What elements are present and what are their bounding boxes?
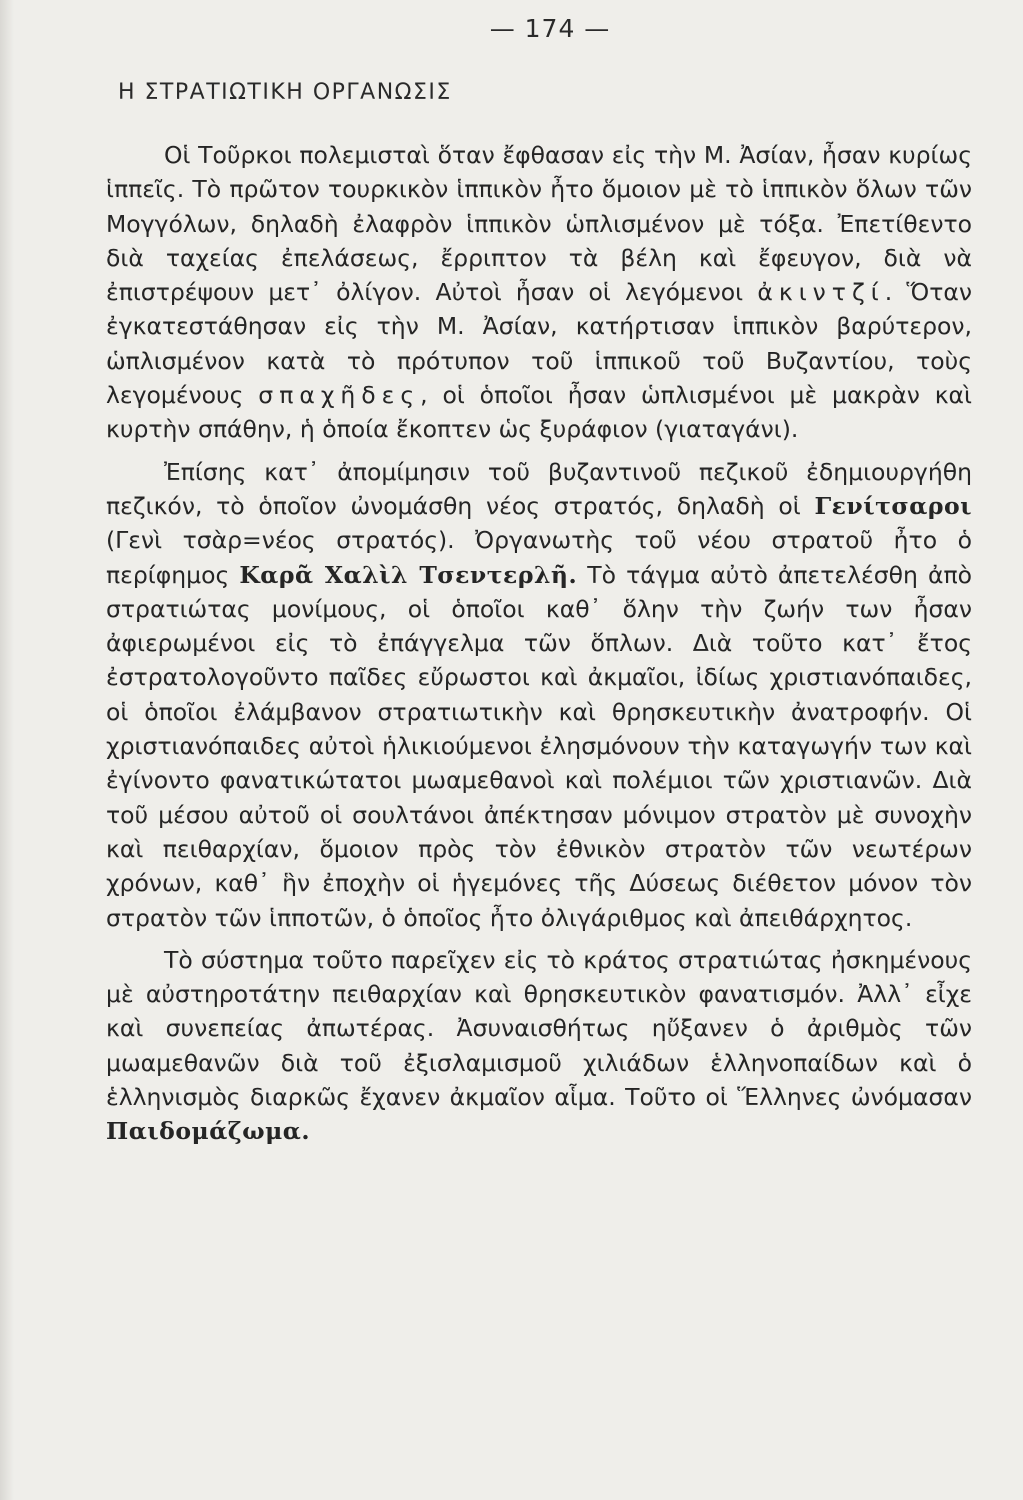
term-kara-chalil: Καρᾶ Χαλὶλ Τσεντερλῆ. [239,560,578,589]
term-akintzi: ἀκιντζί [757,278,885,307]
paragraph-2-text-c: Τὸ τάγμα αὐτὸ ἀπετελέσθη ἀπὸ στρατιώτας μονίμους, οἱ ὁποῖοι καθ᾽ ὅλην τὴν ζωήν των ἦσαν ἀφιερωμένοι εἰς τὸ ἐπάγγελμα τῶν ὅπλων. Διὰ τοῦτο κατ᾽ ἔτος ἐστρατολογοῦντο παῖδες εὔρωστοι καὶ ἀκμαῖοι, ἰδίως χριστιανόπαιδες, οἱ ὁποῖοι ἐλάμβανον στρατιωτικὴν καὶ θρησκευτικὴν ἀνατροφήν. Οἱ χριστιανόπαιδες αὐτοὶ ἡλικιούμενοι ἐλησμόνουν τὴν καταγωγήν των καὶ ἐγίνοντο φανατικώτατοι μωαμεθανοὶ καὶ πολέμιοι τῶν χριστιανῶν. Διὰ τοῦ μέσου αὐτοῦ οἱ σουλτάνοι ἀπέκτησαν μόνιμον στρατὸν μὲ συνοχὴν καὶ πειθαρχίαν, ὅμοιον πρὸς τὸν ἐθνικὸν στρατὸν τῶν νεωτέρων χρόνων, καθ᾽ ἣν ἐποχὴν οἱ ἡγεμόνες τῆς Δύσεως διέθετον μόνον τὸν στρατὸν τῶν ἱπποτῶν, ὁ ὁποῖος ἦτο ὀλιγάριθμος καὶ ἀπειθάρχητος. [106,560,972,932]
paragraph-3-text-a: Τὸ σύστημα τοῦτο παρεῖχεν εἰς τὸ κράτος στρατιώτας ἠσκημένους μὲ αὐστηροτάτην πειθαρχίαν καὶ θρησκευτικὸν φανατισμόν. Ἀλλ᾽ εἶχε καὶ συνεπείας ἀπωτέρας. Ἀσυναισθήτως ηὔξανεν ὁ ἀριθμὸς τῶν μωαμεθανῶν διὰ τοῦ ἐξισλαμισμοῦ χιλιάδων ἑλληνοπαίδων καὶ ὁ ἑλληνισμὸς διαρκῶς ἔχανεν ἀκμαῖον αἷμα. Τοῦτο οἱ Ἕλληνες ὠνόμασαν [106,945,972,1112]
term-spachides: σπαχῆδες [258,381,421,410]
paragraph-1-text-b: . Ὅταν ἐγκατεστάθησαν εἰς τὴν Μ. Ἀσίαν, κατήρτισαν ἱππικὸν βαρύτερον, ὡπλισμένον κατὰ τὸ πρότυπον τοῦ ἱππικοῦ τοῦ Βυζαντίου, τοὺς λεγομένους [106,278,972,410]
term-genitsaroi: Γενίτσαροι [814,491,972,520]
term-paidomazoma: Παιδομάζωμα. [106,1117,311,1146]
paragraph-2 [106,455,972,935]
paragraph-1-text-a: Οἱ Τοῦρκοι πολεμισταὶ ὅταν ἔφθασαν εἰς τὴν Μ. Ἀσίαν, ἦσαν κυρίως ἱππεῖς. Τὸ πρῶτον τουρκικὸν ἱππικὸν ἦτο ὅμοιον μὲ τὸ ἱππικὸν ὅλων τῶν Μογγόλων, δηλαδὴ ἐλαφρὸν ἱππικὸν ὡπλισμένον μὲ τόξα. Ἐπετίθεντο διὰ ταχείας ἐπελάσεως, ἔρριπτον τὰ βέλη καὶ ἔφευγον, διὰ νὰ ἐπιστρέψουν μετ᾽ ὀλίγον. Αὐτοὶ ἦσαν οἱ λεγόμενοι [106,141,972,307]
paragraph-1-text-c: , οἱ ὁποῖοι ἦσαν ὡπλισμένοι μὲ μακρὰν καὶ κυρτὴν σπάθην, ἡ ὁποία ἔκοπτεν ὡς ξυράφιον (γιαταγάνι). [106,381,972,444]
page-number: — 174 — [489,14,611,43]
body-text [106,138,972,1149]
paragraph-1 [106,138,972,447]
section-heading: Η ΣΤΡΑΤΙΩΤΙΚΗ ΟΡΓΑΝΩΣΙΣ [118,80,452,105]
paragraph-3 [106,943,972,1149]
paragraph-2-text-b: (Γενὶ τσὰρ=νέος στρατός). Ὀργανωτὴς τοῦ νέου στρατοῦ ἦτο ὁ περίφημος [106,526,972,589]
paragraph-2-text-a: Ἐπίσης κατ᾽ ἀπομίμησιν τοῦ βυζαντινοῦ πεζικοῦ ἐδημιουργήθη πεζικόν, τὸ ὁποῖον ὠνομάσθη νέος στρατός, δηλαδὴ οἱ [106,457,972,520]
page-edge-shadow [0,0,14,1500]
